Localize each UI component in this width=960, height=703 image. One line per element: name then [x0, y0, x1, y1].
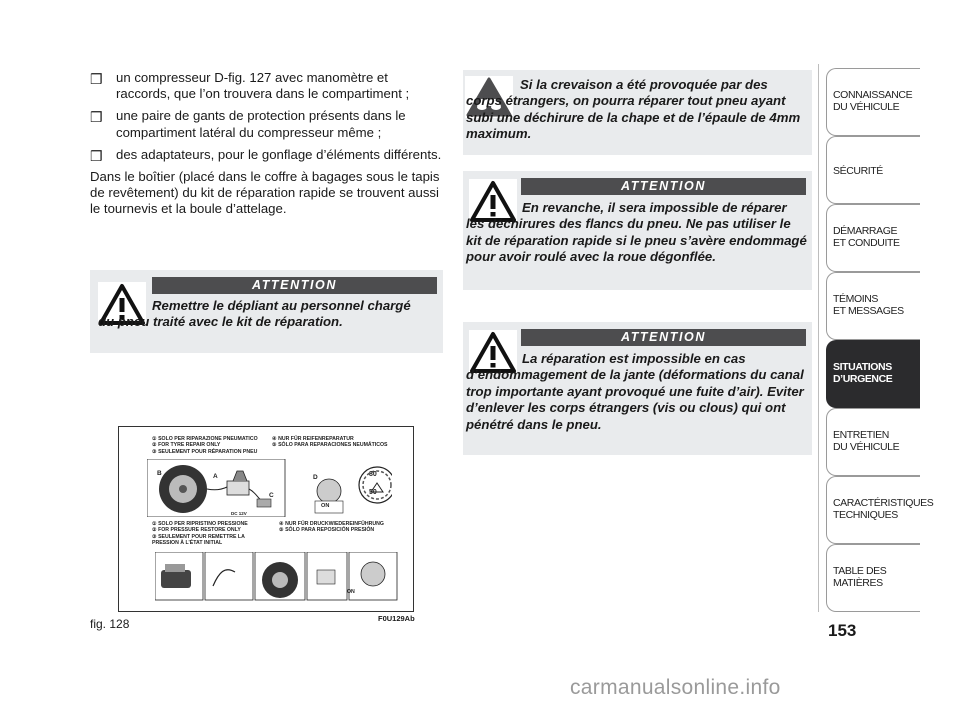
warning-text: La réparation est impossible en cas d’endommagement de la jante (déformations du canal trop importante ayant provoqué une fuite d’air). Eviter d’enlever les corps étrangers (vis ou clous) qui ont pénétré dans le pneu. — [466, 351, 804, 432]
checkbox-bullet-icon: ❒ — [90, 71, 103, 87]
marker-b: B — [157, 470, 162, 477]
tab-situations-urgence[interactable]: SITUATIONS D’URGENCE — [826, 340, 920, 408]
attention-header: ATTENTION — [521, 329, 806, 346]
warning-text: Remettre le dépliant au personnel chargé du pneu traité avec le kit de réparation. — [98, 298, 411, 330]
on-label: ON — [321, 503, 330, 509]
page-number: 153 — [828, 621, 857, 640]
pressure-restore-illustration — [155, 552, 405, 604]
warning-box-crevaison — [463, 70, 812, 155]
figure-code: F0U129Ab — [378, 614, 415, 623]
left-text-column — [90, 70, 445, 218]
speed-limit-bottom: 50 — [369, 489, 377, 496]
checkbox-bullet-icon: ❒ — [90, 109, 103, 126]
tab-temoins[interactable]: TÉMOINS ET MESSAGES — [826, 272, 920, 340]
figure-label-bottom-right: ④ NUR FÜR DRUCKWIEDEREINFÜHRUNG ⑤ SÓLO PARA REPOSICIÓN PRESIÓN — [279, 521, 384, 534]
dc-label: DC 12V — [231, 511, 247, 516]
figure-label-bottom-left: ① SOLO PER RIPRISTINO PRESSIONE ② FOR PRESSURE RESTORE ONLY ③ SEULEMENT POUR REMETTRE LA PRESSION À L’ÉTAT INITIAL — [152, 521, 248, 547]
warning-box-dépliant — [90, 270, 443, 353]
marker-c: C — [269, 492, 274, 499]
attention-header: ATTENTION — [521, 178, 806, 195]
marker-a: A — [213, 473, 218, 480]
warning-text: En revanche, il sera impossible de réparer les déchirures des flancs du pneu. Ne pas utiliser le kit de réparation rapide si le pneu s’avère endommagé pour avoir roulé avec la roue dégonflée. — [466, 200, 807, 265]
figure-caption: fig. 128 — [90, 617, 130, 631]
bullet-item — [90, 70, 445, 102]
speed-limit-top: 80 — [369, 471, 377, 478]
bullet-text: une paire de gants de protection présents dans le compartiment latéral du compresseur même ; — [116, 108, 406, 140]
bullet-text: des adaptateurs, pour le gonflage d’éléments différents. — [116, 146, 442, 162]
tab-entretien[interactable]: ENTRETIEN DU VÉHICULE — [826, 408, 920, 476]
figure-label-top-left: ① SOLO PER RIPARAZIONE PNEUMATICO ② FOR TYRE REPAIR ONLY ③ SEULEMENT POUR RÉPARATION PNEU — [152, 436, 258, 455]
tab-demarrage[interactable]: DÉMARRAGE ET CONDUITE — [826, 204, 920, 272]
attention-header: ATTENTION — [152, 277, 437, 294]
tab-table-matieres[interactable]: TABLE DES MATIÈRES — [826, 544, 920, 612]
tab-securite[interactable]: SÉCURITÉ — [826, 136, 920, 204]
checkbox-bullet-icon: ❒ — [90, 147, 103, 164]
tab-caracteristiques[interactable]: CARACTÉRISTIQUES TECHNIQUES — [826, 476, 920, 544]
marker-d: D — [313, 474, 318, 481]
figure-label-top-right: ④ NUR FÜR REIFENREPARATUR ⑤ SÓLO PARA REPARACIONES NEUMÁTICOS — [272, 436, 388, 449]
warning-box-flancs — [463, 171, 812, 290]
bullet-item — [90, 147, 445, 163]
body-paragraph: Dans le boîtier (placé dans le coffre à bagages sous le tapis de revêtement) du kit de réparation rapide se trouvent aussi le tournevis et la boule d’attelage. — [90, 169, 440, 217]
bullet-item — [90, 108, 445, 140]
sidebar-divider — [818, 64, 819, 612]
warning-text: Si la crevaison a été provoquée par des corps étrangers, on pourra réparer tout pneu ayant subi une déchirure de la chape et de l’épaule de 4mm maximum. — [466, 77, 801, 142]
watermark: carmanualsonline.info — [570, 676, 781, 699]
tab-connaissance[interactable]: CONNAISSANCE DU VÉHICULE — [826, 68, 920, 136]
bullet-text: un compresseur D-fig. 127 avec manomètre et raccords, que l’on trouvera dans le compartiment ; — [116, 70, 410, 102]
tyre-repair-illustration — [147, 459, 392, 517]
on-label-bottom: ON — [347, 589, 355, 595]
repair-kit-instruction-figure — [118, 426, 414, 612]
warning-box-jante — [463, 322, 812, 455]
